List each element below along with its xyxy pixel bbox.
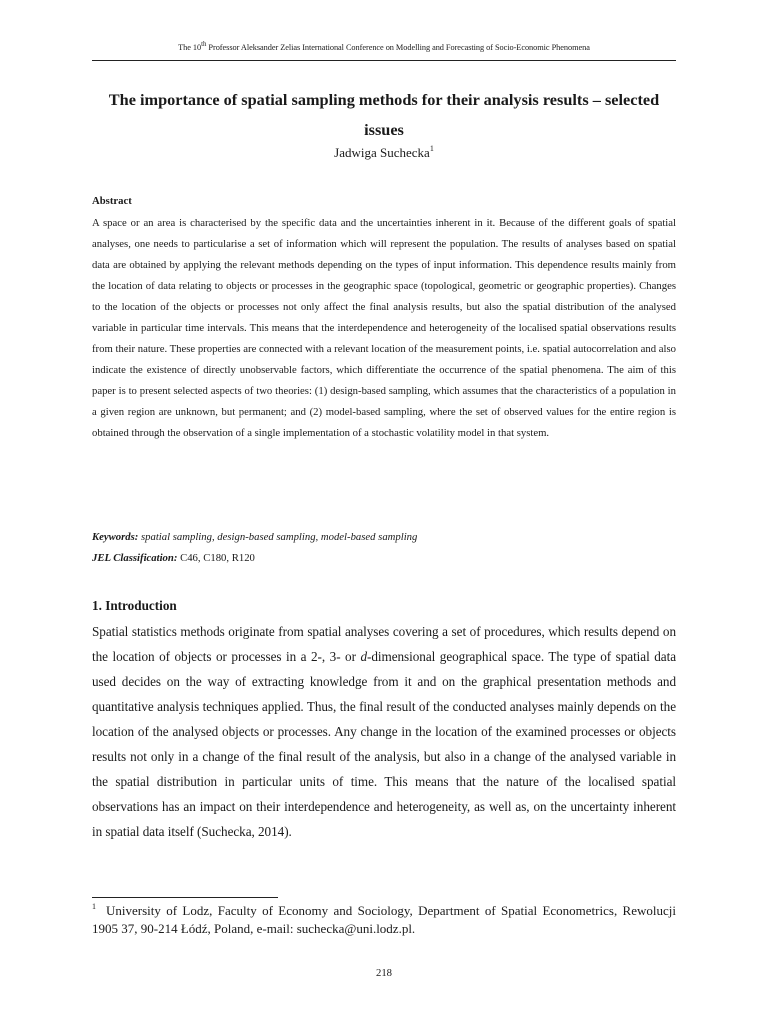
page-number: 218 [375,967,393,979]
abstract-heading: Abstract [92,195,132,207]
footnote-rule [92,897,278,898]
running-head-post: Professor Aleksander Zelias International Conference on Modelling and Forecasting of Socio-Economic Phenomena [206,42,590,52]
header-rule [92,60,676,61]
introduction-text-part-1: Spatial statistics methods originate from spatial analyses covering a set of procedures, which results depend on the location of objects or processes in a 2-, 3- or [92,624,676,664]
introduction-text [92,619,676,844]
keywords-line [92,529,676,545]
running-head-pre: The 10 [178,42,202,52]
footnote-mark: 1 [92,902,96,911]
jel-value: C46, C180, R120 [177,552,255,564]
author-footnote-mark: 1 [429,144,434,153]
keywords-label: Keywords: [92,531,139,543]
running-head-sup: th [201,41,207,48]
footnote-text: University of Lodz, Faculty of Economy and Sociology, Department of Spatial Econometrics, Rewolucji 1905 37, 90-214 Łódź, Poland, e-mail: suchecka@uni.lodz.pl. [92,903,676,936]
jel-line [92,550,676,566]
paper-title: The importance of spatial sampling methods for their analysis results – selected issues [108,90,660,139]
dimension-symbol: d [360,649,367,664]
author-name: Jadwiga Suchecka [334,145,430,160]
author-line [92,143,676,163]
jel-label: JEL Classification: [92,552,178,564]
running-head [92,41,676,52]
abstract-text: A space or an area is characterised by the specific data and the uncertainties inherent in it. Because of the different goals of spatial analyses, one needs to particularise a set of information which will represent the population. The results of analyses based on spatial data are obtained by applying the relevant methods depending on the types of input information. This dependence results mainly from the location of data relating to objects or processes in the geographic space (topological, geometric or geographic properties). Changes to the location of the objects or processes not only affect the final analysis results, but also the spatial distribution of the analysed variable in particular time intervals. This means that the interdependence and heterogeneity of the localised spatial observations results from their nature. These properties are connected with a relevant location of the measurement points, i.e. spatial autocorrelation and also indicate the existence of directly unobservable factors, which differentiate the occurrence of the spatial phenomena. The aim of this paper is to present selected aspects of two theories: (1) design-based sampling, which assumes that the characteristics of a population in a given region are unknown, but permanent; and (2) model-based sampling, where the set of observed values for the entire region is obtained through the observation of a single implementation of a stochastic volatility model in that system. [92,217,676,439]
section-heading-introduction: 1. Introduction [92,598,177,613]
introduction-text-part-2: -dimensional geographical space. The type of spatial data used decides on the way of extracting knowledge from it and on the graphical presentation methods and quantitative analysis techniques applied. Thus, the final result of the conducted analyses mainly depends on the location of the analysed objects or processes. Any change in the location of the examined processes or objects results not only in a change of the final result of the analysis, but also in a change of the analysed variable in the spatial distribution in particular units of time. This means that the nature of the localised spatial observations has an impact on their interdependence and heterogeneity, as well as, on the uncertainty inherent in spatial data itself (Suchecka, 2014). [92,649,676,839]
footnote [92,902,676,938]
keywords-value: spatial sampling, design-based sampling, model-based sampling [138,531,418,543]
